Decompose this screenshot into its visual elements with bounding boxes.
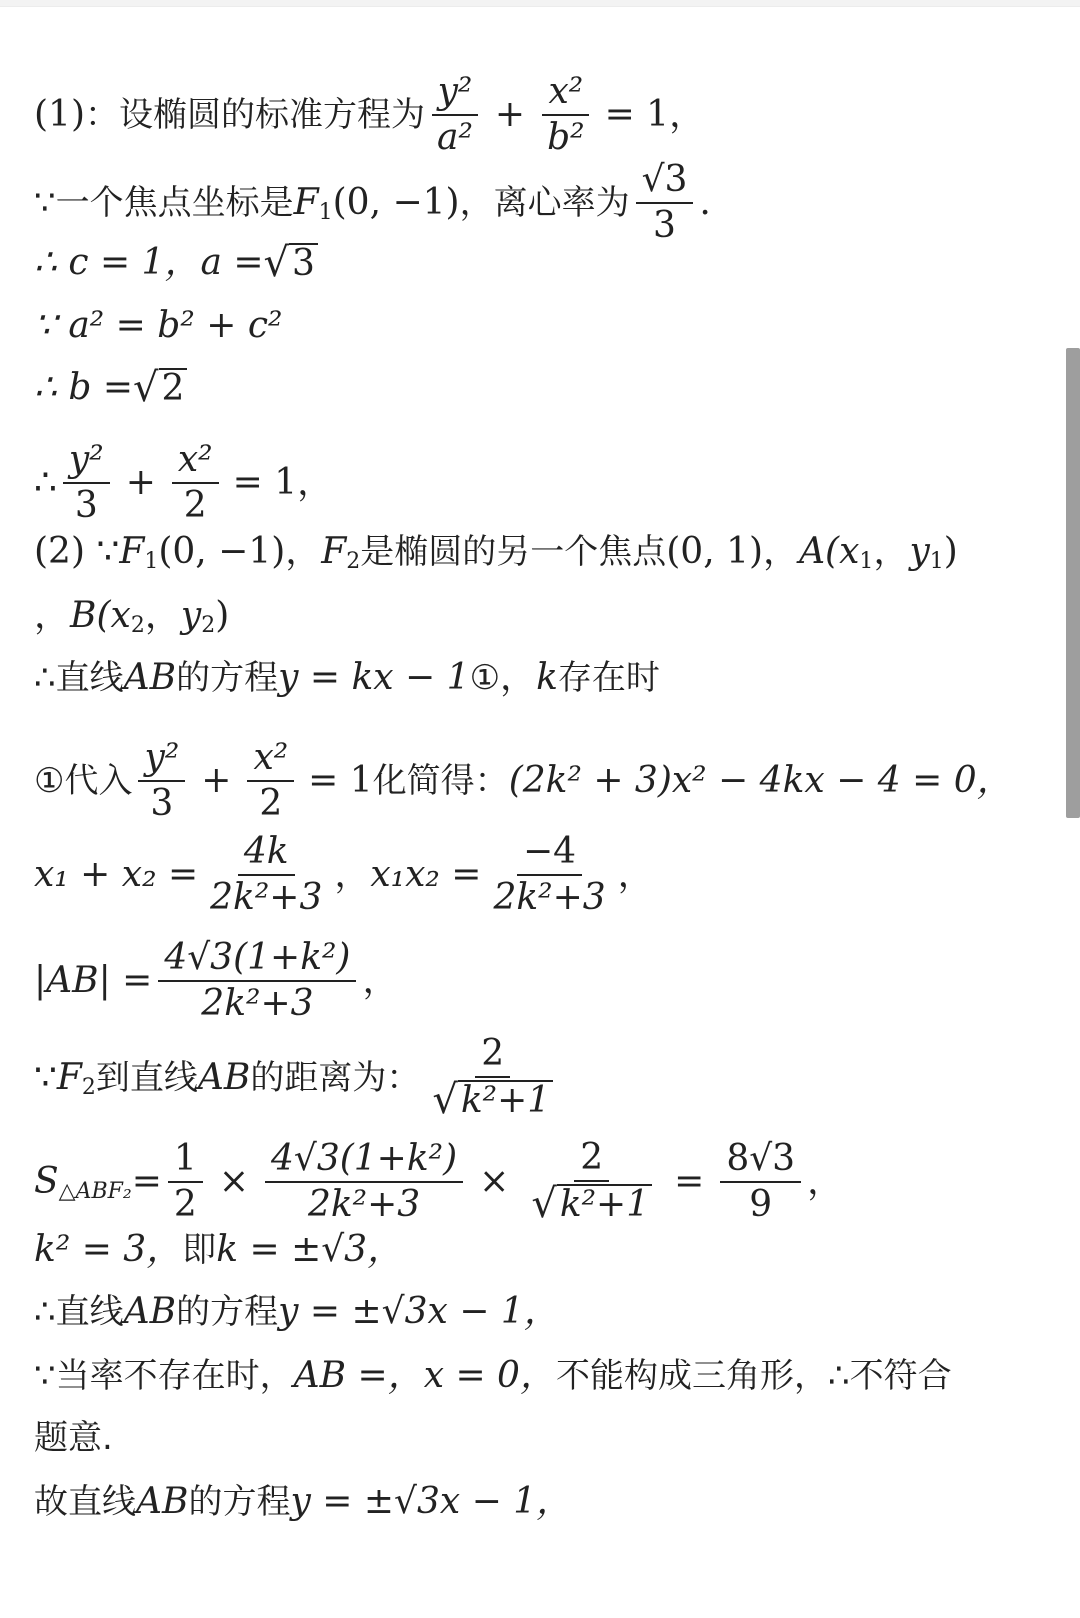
subscript: 2 (201, 613, 216, 638)
text: 故直线 (34, 1482, 136, 1522)
text: 的方程 (176, 658, 279, 698)
operator: × (479, 1161, 510, 1202)
radicand: 3 (289, 243, 318, 283)
equation: ∴ c = 1，a = (34, 242, 264, 283)
fraction (172, 440, 219, 526)
numerator: y² (63, 440, 110, 484)
fraction (541, 72, 590, 158)
equation: y = kx − 1 (278, 657, 470, 698)
numerator: x² (247, 738, 294, 782)
denominator: 2k²+3 (307, 1184, 421, 1225)
sqrt (263, 240, 318, 286)
text: ) (215, 595, 230, 636)
numerator: 2 (475, 1034, 510, 1078)
line-4 (34, 304, 282, 348)
var-y: y (180, 595, 202, 636)
numerator: −4 (517, 832, 582, 876)
subscript: 1 (318, 200, 333, 225)
text: ， (334, 854, 371, 895)
text: ， (34, 595, 71, 636)
fraction (265, 1139, 463, 1225)
subscript: 1 (859, 549, 874, 574)
point-a: A(x (799, 531, 860, 572)
line-1 (34, 72, 705, 158)
fraction (525, 1138, 658, 1226)
line-8 (34, 594, 229, 638)
therefore: ∴ (34, 462, 57, 503)
part-label: (1) (34, 94, 85, 135)
fraction (636, 160, 694, 246)
text: ， (500, 657, 537, 698)
equation: AB =， (293, 1355, 424, 1396)
fraction (487, 832, 611, 918)
var-f: F (56, 1057, 82, 1098)
subscript: 1 (144, 549, 159, 574)
numerator: √3 (636, 160, 694, 204)
denominator (525, 1182, 658, 1226)
text: ， (144, 595, 181, 636)
fraction (720, 1139, 801, 1225)
line-5 (34, 366, 187, 410)
subscript: 2 (81, 1075, 96, 1100)
denominator: 3 (74, 485, 98, 526)
denominator: 3 (150, 783, 174, 824)
text: ∵一个焦点坐标是 (34, 183, 294, 223)
text: ∵当率不存在时， (34, 1356, 294, 1396)
text: 是椭圆的另一个焦点 (360, 532, 667, 572)
text: = 1， (232, 462, 334, 503)
denominator: 2k²+3 (493, 877, 606, 918)
line-12 (34, 938, 399, 1024)
text: 的距离为： (250, 1058, 421, 1098)
top-divider (0, 0, 1080, 7)
equation: x₁x₂ = (370, 854, 482, 895)
text: 的方程 (176, 1292, 279, 1332)
equation: x = 0， (423, 1355, 556, 1396)
numerator: 4√3(1+k²) (158, 938, 356, 982)
sqrt (133, 365, 187, 411)
radicand: k²+1 (458, 1080, 553, 1120)
radical-sign: √ (432, 1077, 458, 1123)
denominator: 2 (259, 783, 283, 824)
text: 题意. (34, 1418, 113, 1458)
denominator: 2k²+3 (201, 983, 314, 1024)
line-10 (34, 738, 1013, 824)
equation: y = ±√3x − 1， (278, 1291, 560, 1332)
line-2 (34, 160, 711, 246)
text: 代入 (64, 761, 133, 801)
text: ， (873, 531, 910, 572)
var-k: k (536, 657, 558, 698)
point-b: B(x (70, 595, 131, 636)
denominator (426, 1078, 559, 1122)
var-f: F (321, 531, 347, 572)
line-16 (34, 1290, 560, 1334)
fraction (431, 72, 479, 158)
coord: (0, −1) (332, 182, 460, 223)
operator: + (201, 760, 232, 801)
text: = 1 (308, 760, 373, 801)
text: 到直线 (95, 1058, 198, 1098)
fraction (138, 738, 185, 824)
fraction (158, 938, 356, 1024)
line-9 (34, 656, 660, 700)
var-ab: AB (136, 1481, 189, 1522)
text: ) (943, 531, 958, 572)
var-f: F (119, 531, 145, 572)
fraction (247, 738, 294, 824)
line-3 (34, 241, 318, 285)
equation: (2k² + 3)x² − 4kx − 4 = 0， (508, 760, 1013, 801)
text: ， (807, 1161, 844, 1202)
var-ab: AB (123, 1291, 177, 1332)
radicand: 2 (159, 368, 188, 408)
operator: + (494, 94, 526, 135)
fraction (426, 1034, 559, 1122)
denominator: 2 (183, 485, 207, 526)
text: ∴直线 (34, 658, 124, 698)
denominator: a² (437, 117, 473, 158)
circled-one-icon: ① (34, 761, 65, 801)
line-19 (34, 1480, 572, 1524)
equation: ∵ a² = b² + c² (34, 305, 283, 346)
operator: = (131, 1161, 162, 1202)
scrollbar-thumb[interactable] (1066, 348, 1080, 818)
fraction (204, 832, 328, 918)
text: ，离心率为 (459, 183, 630, 223)
text: 存在时 (557, 658, 660, 698)
radical-sign: √ (263, 240, 290, 286)
line-15 (34, 1228, 403, 1272)
var-y: y (909, 531, 930, 572)
text: ， (617, 854, 654, 895)
denominator: 2k²+3 (210, 877, 323, 918)
equation: y = ±√3x − 1， (290, 1481, 573, 1522)
text: 化简得： (372, 761, 509, 801)
subscript: 2 (130, 613, 145, 638)
because: ∵ (34, 1057, 57, 1098)
operator: × (218, 1161, 249, 1202)
radical-sign: √ (531, 1181, 557, 1227)
line-7 (34, 530, 958, 574)
radicand: k²+1 (557, 1184, 652, 1224)
denominator: 3 (653, 205, 676, 246)
text: 即 (182, 1230, 217, 1270)
circled-one-icon: ① (469, 658, 501, 698)
var-s: S (34, 1161, 59, 1202)
line-18 (34, 1416, 113, 1460)
denominator: 9 (749, 1184, 773, 1225)
text: ∴直线 (34, 1292, 124, 1332)
numerator: x² (172, 440, 219, 484)
numerator: 4k (238, 832, 295, 876)
numerator: y² (432, 72, 479, 116)
text: 的方程 (188, 1482, 291, 1522)
equation: ∴ b = (34, 367, 133, 408)
line-17 (34, 1354, 952, 1398)
part-label: (2) ∵ (34, 531, 120, 572)
equation: x₁ + x₂ = (34, 854, 199, 895)
text: ：设椭圆的标准方程为 (85, 95, 425, 135)
fraction (168, 1139, 203, 1225)
line-13 (34, 1034, 565, 1122)
numerator: 8√3 (720, 1139, 801, 1183)
text: . (699, 182, 711, 223)
text: = 1， (604, 94, 706, 135)
numerator: x² (542, 72, 589, 116)
text: ， (362, 960, 399, 1001)
coord: (0, 1)， (666, 531, 800, 572)
numerator: 2 (574, 1138, 609, 1182)
subscript: 2 (346, 549, 361, 574)
var-ab: AB (197, 1057, 251, 1098)
fraction (63, 440, 110, 526)
radical-sign: √ (133, 365, 159, 411)
line-11 (34, 832, 654, 918)
equation: |AB| = (34, 960, 153, 1001)
line-14 (34, 1138, 843, 1226)
var-f: F (293, 182, 319, 223)
subscript: 1 (929, 549, 944, 574)
var-ab: AB (123, 657, 177, 698)
text: 不能构成三角形，∴不符合 (555, 1356, 952, 1396)
numerator: 4√3(1+k²) (265, 1139, 463, 1183)
subscript: △ABF₂ (58, 1179, 132, 1204)
equation: k² = 3， (34, 1229, 183, 1270)
denominator: 2 (173, 1184, 197, 1225)
operator: + (125, 462, 156, 503)
denominator: b² (547, 117, 585, 158)
numerator: 1 (168, 1139, 203, 1183)
coord: (0, −1)， (158, 531, 322, 572)
equation: k = ±√3， (216, 1229, 404, 1270)
numerator: y² (138, 738, 185, 782)
operator: = (674, 1161, 705, 1202)
line-6 (34, 440, 333, 526)
